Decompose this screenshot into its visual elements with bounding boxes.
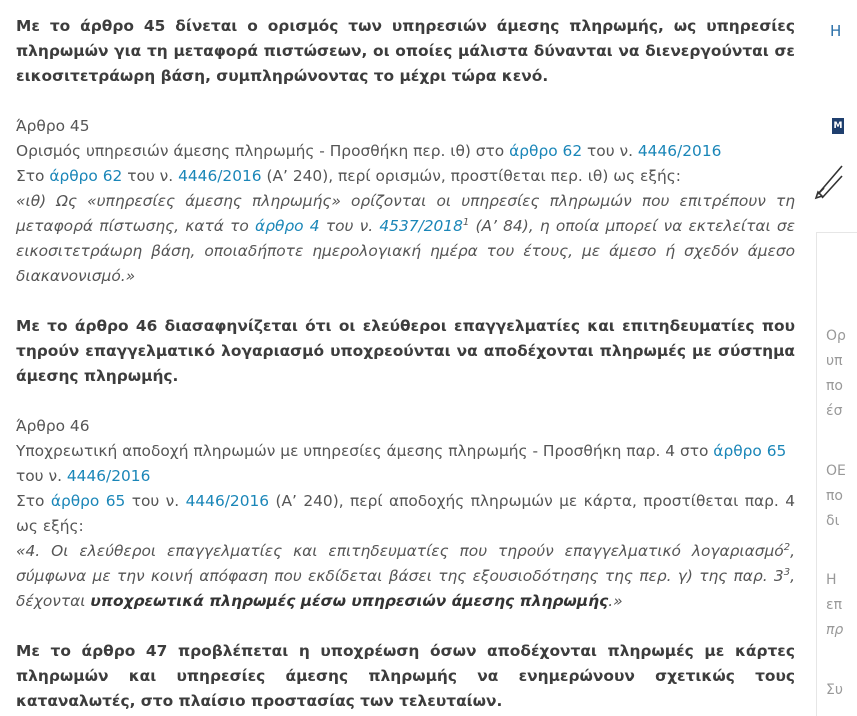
link-law-4446-2016[interactable]: 4446/2016 <box>185 492 270 510</box>
article-46-title-text: Υποχρεωτική αποδοχή πληρωμών με υπηρεσίες άμεσης πληρωμής - Προσθήκη παρ. 4 στο <box>16 442 714 460</box>
article-45-title <box>16 139 795 164</box>
footnote-ref-2[interactable]: 2 <box>783 541 791 553</box>
article-body <box>16 14 795 714</box>
article-46-title-mid: του ν. <box>16 467 67 485</box>
article-46-intro <box>16 489 795 539</box>
article-45-intro <box>16 164 795 189</box>
sidebar-snippet[interactable]: Συ <box>826 682 843 698</box>
summary-article-46: Με το άρθρο 46 διασαφηνίζεται ότι οι ελεύθεροι επαγγελματίες και επιτηδευματίες που τηρούν επαγγελματικό λογαριασμό υποχρεούνται να αποδέχονται πληρωμές με σύστημα άμεσης πληρωμής. <box>16 317 795 385</box>
sidebar-badge[interactable]: M <box>832 118 844 134</box>
article-45-intro-mid: του ν. <box>122 167 179 185</box>
sidebar-snippet: επ <box>826 597 842 613</box>
link-law-4446-2016[interactable]: 4446/2016 <box>637 142 722 160</box>
link-article-62[interactable]: άρθρο 62 <box>509 142 583 160</box>
sidebar-snippet: υπ <box>826 353 843 369</box>
link-law-4446-2016[interactable]: 4446/2016 <box>66 467 151 485</box>
link-article-65[interactable]: άρθρο 65 <box>50 492 126 510</box>
sidebar-snippet[interactable]: Η <box>826 572 837 588</box>
link-article-4[interactable]: άρθρο 4 <box>255 217 320 235</box>
footnote-ref-3[interactable]: 3 <box>783 566 791 578</box>
sidebar-snippet: έσ <box>826 403 843 419</box>
article-46-intro-mid: του ν. <box>125 492 186 510</box>
article-46-title <box>16 439 795 489</box>
quote-text: του ν. <box>319 217 380 235</box>
sidebar-snippet[interactable]: ΟΕ <box>826 463 846 479</box>
sidebar-snippet: πο <box>826 378 843 394</box>
sidebar-snippet[interactable]: Ορ <box>826 328 846 344</box>
article-46-intro-post: (Α’ 240), περί αποδοχής πληρωμών με κάρτα, προστίθεται παρ. 4 ως εξής: <box>16 492 795 535</box>
quote-text: (Α’ 84), η οποία μπορεί να εκτελείται σε εικοσιτετράωρη βάση, οποιαδήποτε ημερολογιακή ημέρα του έτους, με άμεσο ή σχεδόν άμεσο διακανονισμό.» <box>16 217 796 285</box>
link-article-65[interactable]: άρθρο 65 <box>713 442 787 460</box>
article-45-quote <box>16 189 795 289</box>
article-45-intro-pre: Στο <box>16 167 50 185</box>
sidebar-snippet: δι <box>826 513 840 529</box>
article-46-heading: Άρθρο 46 <box>16 417 90 435</box>
article-46-intro-pre: Στο <box>16 492 51 510</box>
link-law-4446-2016[interactable]: 4446/2016 <box>178 167 262 185</box>
article-45-title-text: Ορισμός υπηρεσιών άμεσης πληρωμής - Προσθήκη περ. ιθ) στο <box>16 142 510 160</box>
article-46-quote <box>16 539 795 614</box>
quote-emphasis: υποχρεωτικά πληρωμές μέσω υπηρεσιών άμεσης πληρωμής <box>90 592 609 610</box>
quote-text: , δέχονται <box>16 567 795 610</box>
link-article-62[interactable]: άρθρο 62 <box>49 167 123 185</box>
sidebar-snippet: πρ <box>826 622 844 638</box>
quote-text: «4. Οι ελεύθεροι επαγγελματίες και επιτηδευματίες που τηρούν επαγγελματικό λογαριασμό <box>16 542 784 560</box>
sidebar-heading-fragment[interactable]: Η <box>830 22 842 40</box>
quote-text: «ιθ) Ως «υπηρεσίες άμεσης πληρωμής» ορίζονται οι υπηρεσίες πληρωμών που επιτρέπουν τη μεταφορά πίστωσης, κατά το <box>16 192 795 235</box>
summary-article-47: Με το άρθρο 47 προβλέπεται η υποχρέωση όσων αποδέχονται πληρωμές με κάρτες πληρωμών και υπηρεσίες άμεσης πληρωμής να ενημερώνουν σχετικώς τους καταναλωτές, στο πλαίσιο προστασίας των τελευταίων. <box>16 642 795 710</box>
article-45-intro-post: (Α’ 240), περί ορισμών, προστίθεται περ. ιθ) ως εξής: <box>261 167 681 185</box>
quote-text: .» <box>608 592 623 610</box>
pen-icon[interactable] <box>814 158 844 200</box>
article-45-title-mid: του ν. <box>582 142 638 160</box>
link-law-4537-2018[interactable]: 4537/2018 <box>379 217 463 235</box>
footnote-ref-1[interactable]: 1 <box>462 216 470 228</box>
article-45-heading: Άρθρο 45 <box>16 117 90 135</box>
sidebar-snippet: πο <box>826 488 843 504</box>
summary-article-45: Με το άρθρο 45 δίνεται ο ορισμός των υπηρεσιών άμεσης πληρωμής, ως υπηρεσίες πληρωμών για τη μεταφορά πιστώσεων, οι οποίες μάλιστα δύνανται να διενεργούνται σε εικοσιτετράωρη βάση, συμπληρώνοντας το μέχρι τώρα κενό. <box>16 17 795 85</box>
quote-text: , σύμφωνα με την κοινή απόφαση που εκδίδεται βάσει της εξουσιοδότησης της περ. γ) της παρ. 3 <box>16 542 795 585</box>
